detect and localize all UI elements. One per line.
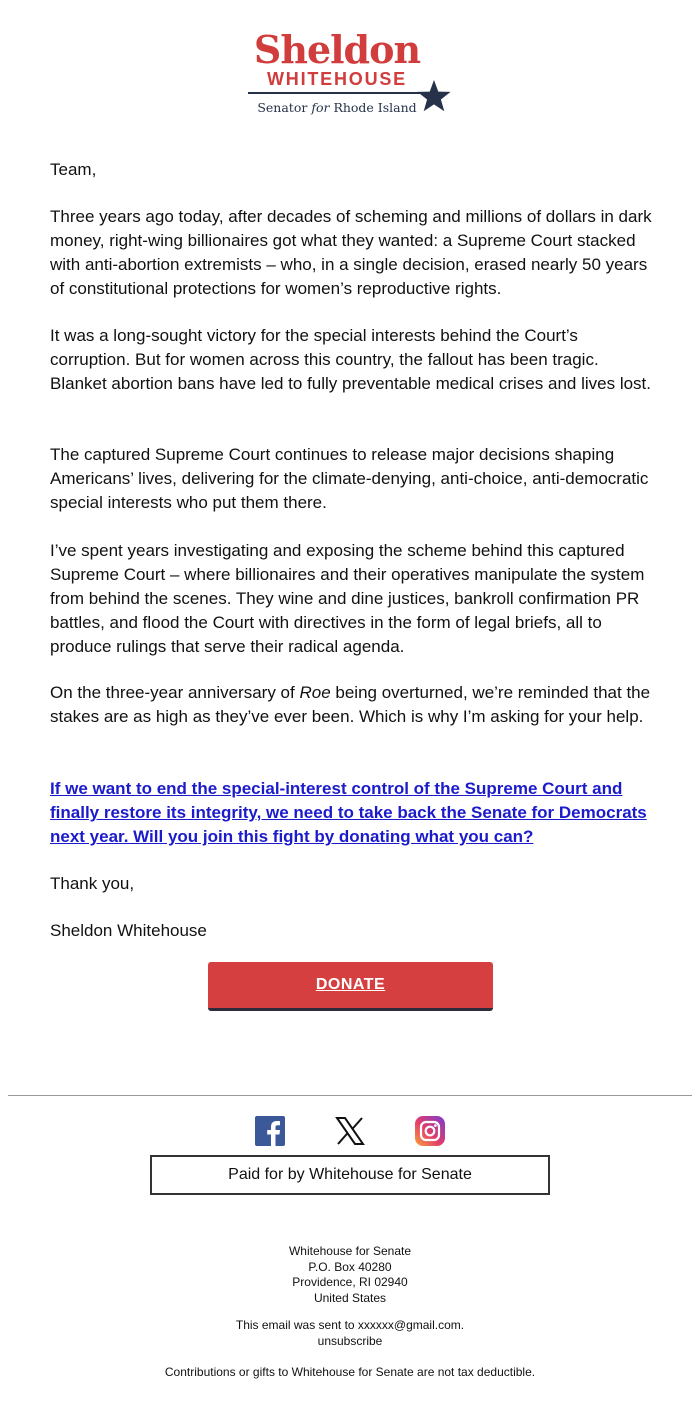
roe-italic: Roe xyxy=(299,683,331,702)
instagram-icon[interactable] xyxy=(414,1115,446,1147)
sent-to-prefix: This email was sent to xyxy=(235,1318,358,1332)
paid-for-disclaimer: Paid for by Whitehouse for Senate xyxy=(150,1155,550,1195)
p5-before: On the three-year anniversary of xyxy=(50,683,300,702)
sent-to-notice xyxy=(0,1318,700,1334)
sender-logo xyxy=(246,28,456,124)
donate-cta-link[interactable]: If we want to end the special-interest control of the Supreme Court and finally restore its integrity, we need to take back the Senate for Democrats next year. Will you join this fight by donating what you can? xyxy=(50,779,647,846)
logo-name: Sheldon xyxy=(253,27,421,72)
cta-paragraph xyxy=(50,777,655,849)
paragraph-4: I’ve spent years investigating and exposing the scheme behind this captured Supreme Court – where billionaires and their operatives manipulate the system from behind the scenes. They wine and dine justices, bankroll confirmation PR battles, and flood the Court with directives in the form of legal briefs, all to produce rulings that serve their radical agenda. xyxy=(50,541,645,656)
donate-button[interactable]: DONATE xyxy=(208,962,493,1011)
logo-subtitle: WHITEHOUSE xyxy=(266,69,407,89)
greeting: Team, xyxy=(50,160,97,179)
logo-tag-italic: for xyxy=(311,100,330,115)
logo-tag-prefix: Senator xyxy=(257,100,308,115)
unsubscribe-row xyxy=(0,1334,700,1350)
recipient-email: xxxxxx@gmail.com xyxy=(357,1318,461,1332)
footer-divider xyxy=(8,1095,692,1096)
logo-rule xyxy=(248,92,426,94)
paragraph-3: The captured Supreme Court continues to release major decisions shaping Americans’ lives, delivering for the climate-denying, anti-choice, anti-democratic special interests who put them there. xyxy=(50,445,649,512)
mailing-address xyxy=(0,1244,700,1306)
star-icon xyxy=(416,78,452,114)
logo-tagline xyxy=(246,100,428,116)
address-line: P.O. Box 40280 xyxy=(308,1259,392,1274)
address-line: Providence, RI 02940 xyxy=(292,1275,408,1289)
paragraph-2: It was a long-sought victory for the special interests behind the Court’s corruption. But for women across this country, the fallout has been tragic. Blanket abortion bans have led to fully preventable medical crises and lives lost. xyxy=(50,326,652,393)
address-line: United States xyxy=(313,1290,387,1305)
closing: Thank you, xyxy=(50,874,135,893)
p5-after: being overturned, we’re reminded that the stakes are as high as they’ve ever been. Which is why I’m asking for your help. xyxy=(50,683,651,726)
tax-disclaimer: Contributions or gifts to Whitehouse for Senate are not tax deductible. xyxy=(164,1365,536,1379)
unsubscribe-link[interactable]: unsubscribe xyxy=(317,1334,383,1348)
sent-to-suffix: . xyxy=(460,1318,465,1332)
address-line: Whitehouse for Senate xyxy=(288,1244,412,1258)
signature: Sheldon Whitehouse xyxy=(50,921,207,940)
logo-tag-suffix: Rhode Island xyxy=(333,100,417,115)
paragraph-5 xyxy=(50,681,655,729)
facebook-icon[interactable] xyxy=(254,1115,286,1147)
paragraph-1: Three years ago today, after decades of scheming and millions of dollars in dark money, right-wing billionaires got what they wanted: a Supreme Court stacked with anti-abortion extremists – who, in a single decision, erased nearly 50 years of constitutional protections for women’s reproductive rights. xyxy=(50,207,652,298)
x-icon[interactable] xyxy=(334,1115,366,1147)
